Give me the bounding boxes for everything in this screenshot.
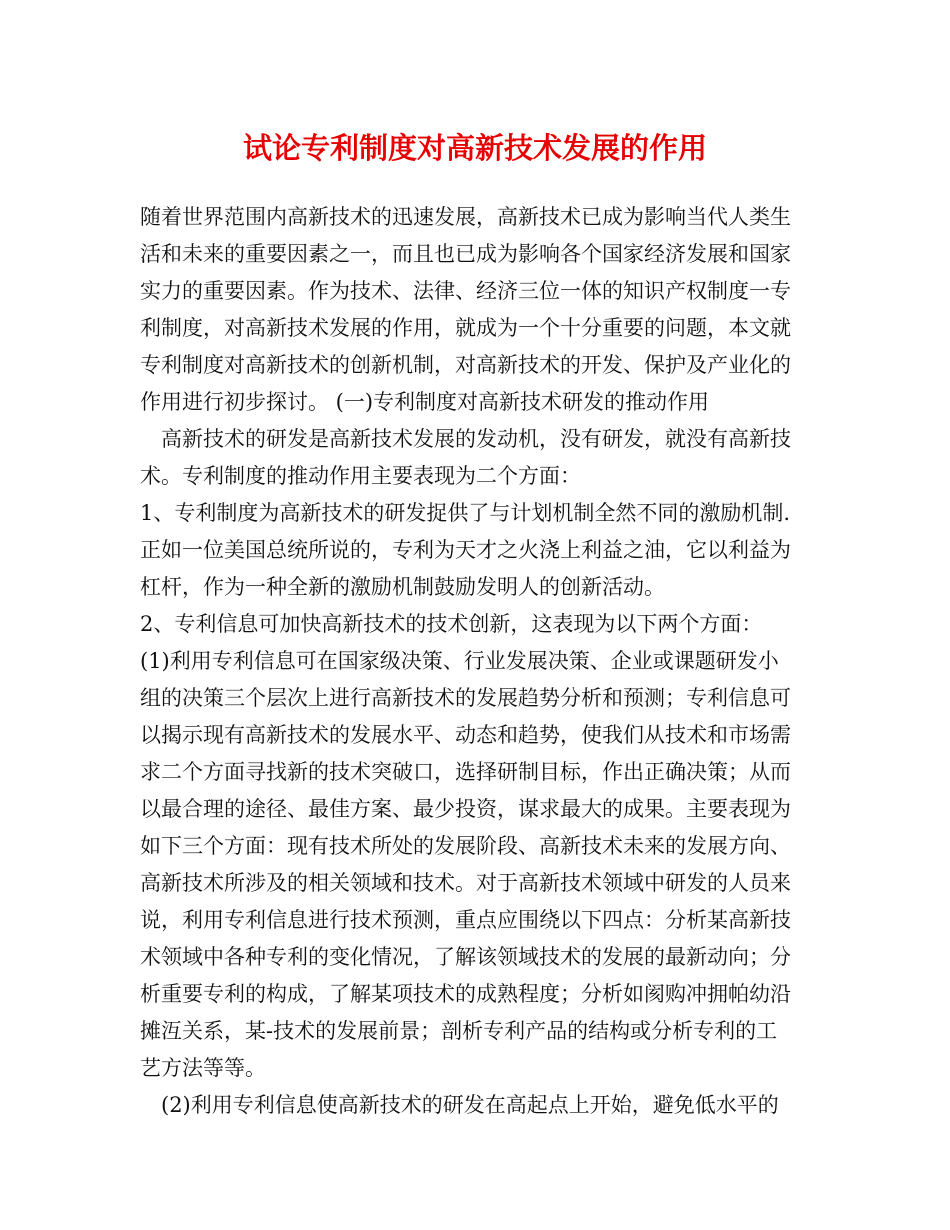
body-line: 高新技术的研发是高新技术发展的发动机，没有研发，就没有高新技 [161, 427, 791, 451]
body-line: 2、专利信息可加快高新技术的技术创新，这表现为以下两个方面： [140, 612, 763, 636]
body-line: 作用进行初步探讨。 (一)专利制度对高新技术研发的推动作用 [140, 390, 710, 414]
body-line: 以最合理的途径、最佳方案、最少投资，谋求最大的成果。主要表现为 [140, 797, 791, 821]
body-line: 组的决策三个层次上进行高新技术的发展趋势分析和预测；专利信息可 [140, 686, 791, 710]
body-line: 如下三个方面：现有技术所处的发展阶段、高新技术未来的发展方向、 [140, 834, 791, 858]
body-line: 术。专利制度的推动作用主要表现为二个方面： [140, 464, 581, 488]
body-line: 活和未来的重要因素之一，而且也已成为影响各个国家经济发展和国家 [140, 242, 791, 266]
document-body [140, 199, 820, 1124]
body-line: 析重要专利的构成，了解某项技术的成熟程度；分析如阂购冲拥帕幼沿 [140, 982, 791, 1006]
document-title: 试论专利制度对高新技术发展的作用 [242, 131, 707, 165]
body-line: 利制度，对高新技术发展的作用，就成为一个十分重要的问题，本文就 [140, 316, 791, 340]
body-line: 术领域中各种专利的变化情况，了解该领域技术的发展的最新动向；分 [140, 945, 791, 969]
body-line: (1)利用专利信息可在国家级决策、行业发展决策、企业或课题研发小 [140, 649, 779, 673]
body-line: 说，利用专利信息进行技术预测，重点应围绕以下四点：分析某高新技 [140, 908, 791, 932]
body-line: 正如一位美国总统所说的，专利为天才之火浇上利益之油，它以利益为 [140, 538, 791, 562]
body-line: 1、专利制度为高新技术的研发捉供了与计划机制全然不同的激励机制. [140, 501, 791, 525]
body-line: 以揭示现有高新技术的发展水平、动态和趋势，使我们从技术和市场需 [140, 723, 791, 747]
body-line: 高新技术所涉及的相关领域和技术。对于高新技术领域中研发的人员来 [140, 871, 791, 895]
body-line: 随着世界范围内高新技术的迅速发展，高新技术已成为影响当代人类生 [140, 205, 791, 229]
body-line: (2)利用专利信息使高新技术的研发在高起点上开始，避免低水平的 [161, 1093, 779, 1117]
body-line: 专利制度对高新技术的创新机制，对高新技术的开发、保护及产业化的 [140, 353, 791, 377]
body-line: 摊沍关系，某-技术的发展前景；剖析专利产品的结构或分析专利的工 [140, 1019, 778, 1043]
body-line: 求二个方面寻找新的技术突破口，选择研制目标，作出正确决策；从而 [140, 760, 791, 784]
body-line: 实力的重要因素。作为技术、法律、经济三位一体的知识产权制度一专 [140, 279, 791, 303]
body-line: 艺方法等等。 [140, 1056, 266, 1080]
body-line: 杠杆，作为一种全新的激励机制鼓励发明人的创新活动。 [140, 575, 665, 599]
